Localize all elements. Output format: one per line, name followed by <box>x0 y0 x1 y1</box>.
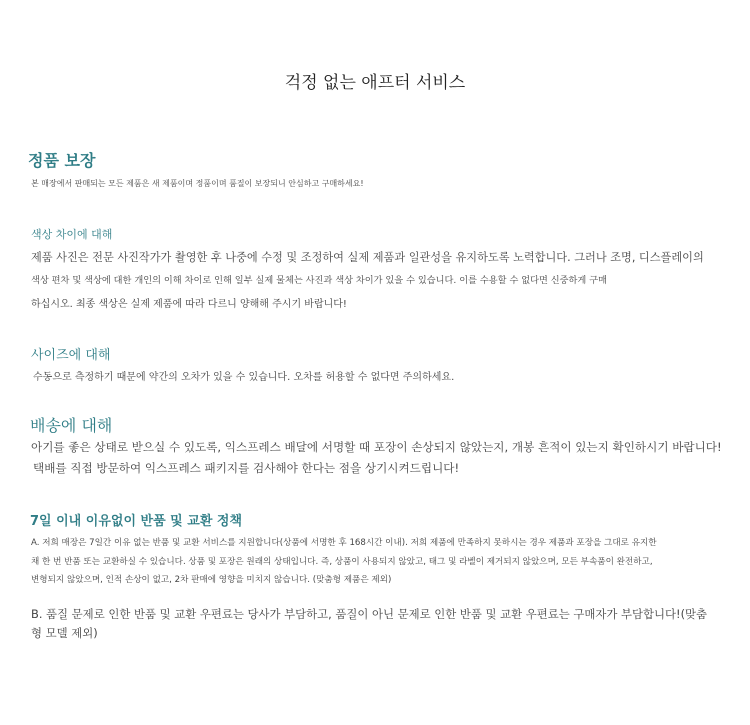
section-heading-returns: 7일 이내 이유없이 반품 및 교환 정책 <box>30 514 243 529</box>
section-text-returns-a-line2: 채 한 번 반품 또는 교환하실 수 있습니다. 상품 및 포장은 원래의 상태입니다. 즉, 상품이 사용되지 않았고, 태그 및 라벨이 제거되지 않았으며, 모든 부속품이 완전하고, <box>31 557 653 567</box>
section-text-shipping-line1: 아기를 좋은 상태로 받으실 수 있도록, 익스프레스 배달에 서명할 때 포장이 손상되지 않았는지, 개봉 흔적이 있는지 확인하시기 바랍니다! <box>31 440 722 454</box>
section-text-returns-a-line1: A. 저희 매장은 7일간 이유 없는 반품 및 교환 서비스를 지원합니다(상품에 서명한 후 168시간 이내). 저희 제품에 만족하지 못하시는 경우 제품과 포장을 그대로 유지한 <box>31 538 657 548</box>
section-text-returns-b: B. 품질 문제로 인한 반품 및 교환 우편료는 당사가 부담하고, 품질이 아닌 문제로 인한 반품 및 교환 우편료는 구매자가 부담합니다!(맞춤형 모델 제외) <box>31 607 708 640</box>
section-text-color-line3: 하십시오. 최종 색상은 실제 제품에 따라 다르니 양해해 주시기 바랍니다! <box>31 299 347 310</box>
section-heading-shipping: 배송에 대해 <box>30 416 113 435</box>
page-title: 걱정 없는 애프터 서비스 <box>284 73 466 93</box>
section-text-color-line2: 색상 편차 및 색상에 대한 개인의 이해 차이로 인해 일부 실제 물체는 사진과 색상 차이가 있을 수 있습니다. 이를 수용할 수 없다면 신중하게 구매 <box>31 275 607 286</box>
section-heading-color: 색상 차이에 대해 <box>31 228 113 241</box>
section-text-shipping-line2: 택배를 직접 방문하여 익스프레스 패키지를 검사해야 한다는 점을 상기시켜드립니다! <box>33 461 460 475</box>
section-text-color-line1: 제품 사진은 전문 사진작가가 촬영한 후 나중에 수정 및 조정하여 실제 제품과 일관성을 유지하도록 노력합니다. 그러나 조명, 디스플레이의 <box>31 251 704 264</box>
section-heading-size: 사이즈에 대해 <box>31 348 111 363</box>
section-heading-genuine: 정품 보장 <box>28 151 96 170</box>
section-text-genuine: 본 매장에서 판매되는 모든 제품은 새 제품이며 정품이며 품질이 보장되니 안심하고 구매하세요! <box>31 179 364 188</box>
section-text-returns-a-line3: 변형되지 않았으며, 인적 손상이 없고, 2차 판매에 영향을 미치지 않습니다. (맞춤형 제품은 제외) <box>31 575 392 585</box>
section-text-size: 수동으로 측정하기 때문에 약간의 오차가 있을 수 있습니다. 오차를 허용할 수 없다면 주의하세요. <box>33 372 455 383</box>
